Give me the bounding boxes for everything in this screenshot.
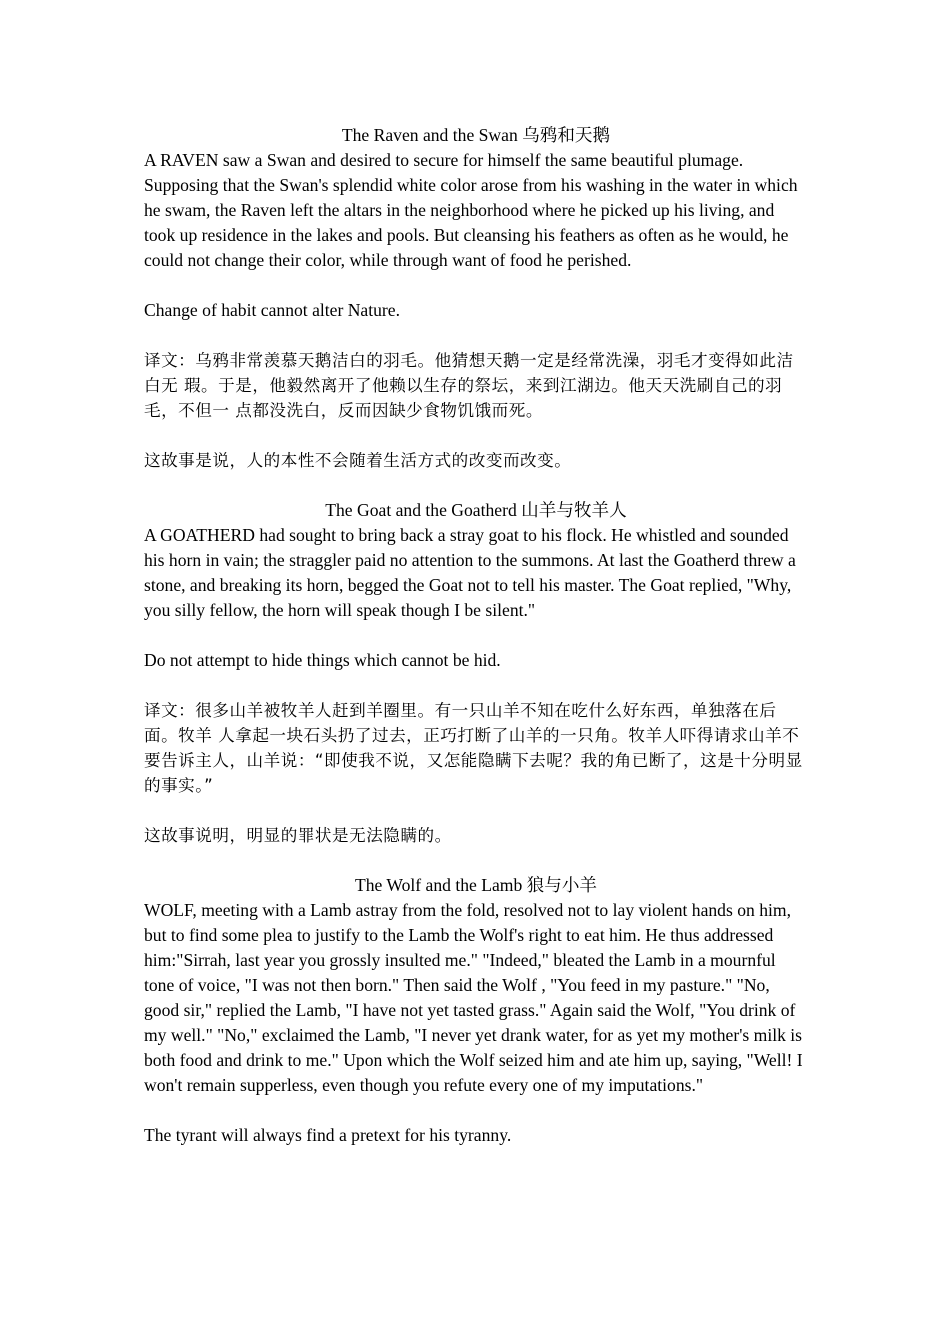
fable-moral-zh: 这故事是说，人的本性不会随着生活方式的改变而改变。 <box>144 451 572 470</box>
paragraph-gap <box>144 673 808 698</box>
paragraph-gap <box>144 323 808 348</box>
fable-story: A GOATHERD had sought to bring back a stray goat to his flock. He whistled and sounded his horn in vain; the straggler paid no attention to the summons. At last the Goatherd threw a stone, and breaking its horn, begged the Goat not to tell his master. The Goat replied, "Why, you silly fellow, the horn will speak though I be silent." <box>144 525 796 620</box>
paragraph-gap <box>144 848 808 873</box>
fable-translation: 译文：很多山羊被牧羊人赶到羊圈里。有一只山羊不知在吃什么好东西，单独落在后面。牧羊 人拿起一块石头扔了过去，正巧打断了山羊的一只角。牧羊人吓得请求山羊不要告诉主人，山羊说：“即使我不说，又怎能隐瞒下去呢？我的角已断了，这是十分明显的事实。” <box>144 701 803 795</box>
paragraph-gap <box>144 623 808 648</box>
fable-moral: The tyrant will always find a pretext for his tyranny. <box>144 1125 512 1145</box>
paragraph-gap <box>144 273 808 298</box>
fable-story: A RAVEN saw a Swan and desired to secure for himself the same beautiful plumage. Supposing that the Swan's splendid white color arose from his washing in the water in which he swam, the Raven left the altars in the neighborhood where he picked up his living, and took up residence in the lakes and pools. But cleansing his feathers as often as he would, he could not change their color, while through want of food he perished. <box>144 150 798 270</box>
fable-moral-zh: 这故事说明，明显的罪状是无法隐瞒的。 <box>144 826 452 845</box>
fable-translation: 译文：乌鸦非常羡慕天鹅洁白的羽毛。他猜想天鹅一定是经常洗澡，羽毛才变得如此洁白无 瑕。于是，他毅然离开了他赖以生存的祭坛，来到江湖边。他天天洗刷自己的羽毛，不但一 点都没洗白，反而因缺少食物饥饿而死。 <box>144 351 794 420</box>
fable-moral: Change of habit cannot alter Nature. <box>144 300 400 320</box>
paragraph-gap <box>144 798 808 823</box>
paragraph-gap <box>144 423 808 448</box>
fable-story: WOLF, meeting with a Lamb astray from the fold, resolved not to lay violent hands on him, but to find some plea to justify to the Lamb the Wolf's right to eat him. He thus addressed him:"Sirrah, last year you grossly insulted me." "Indeed," bleated the Lamb in a mournful tone of voice, "I was not then born." Then said the Wolf , "You feed in my pasture." "No, good sir," replied the Lamb, "I have not yet tasted grass." Again said the Wolf, "You drink of my well." "No," exclaimed the Lamb, "I never yet drank water, for as yet my mother's milk is both food and drink to me." Upon which the Wolf seized him and ate him up, saying, "Well! I won't remain supperless, even though you refute every one of my imputations." <box>144 900 803 1095</box>
paragraph-gap <box>144 1098 808 1123</box>
fable-title: The Wolf and the Lamb 狼与小羊 <box>354 875 598 895</box>
fable-moral: Do not attempt to hide things which cannot be hid. <box>144 650 501 670</box>
document-page <box>144 123 808 1148</box>
fable-title: The Raven and the Swan 乌鸦和天鹅 <box>341 125 611 145</box>
paragraph-gap <box>144 473 808 498</box>
fable-title: The Goat and the Goatherd 山羊与牧羊人 <box>325 500 627 520</box>
